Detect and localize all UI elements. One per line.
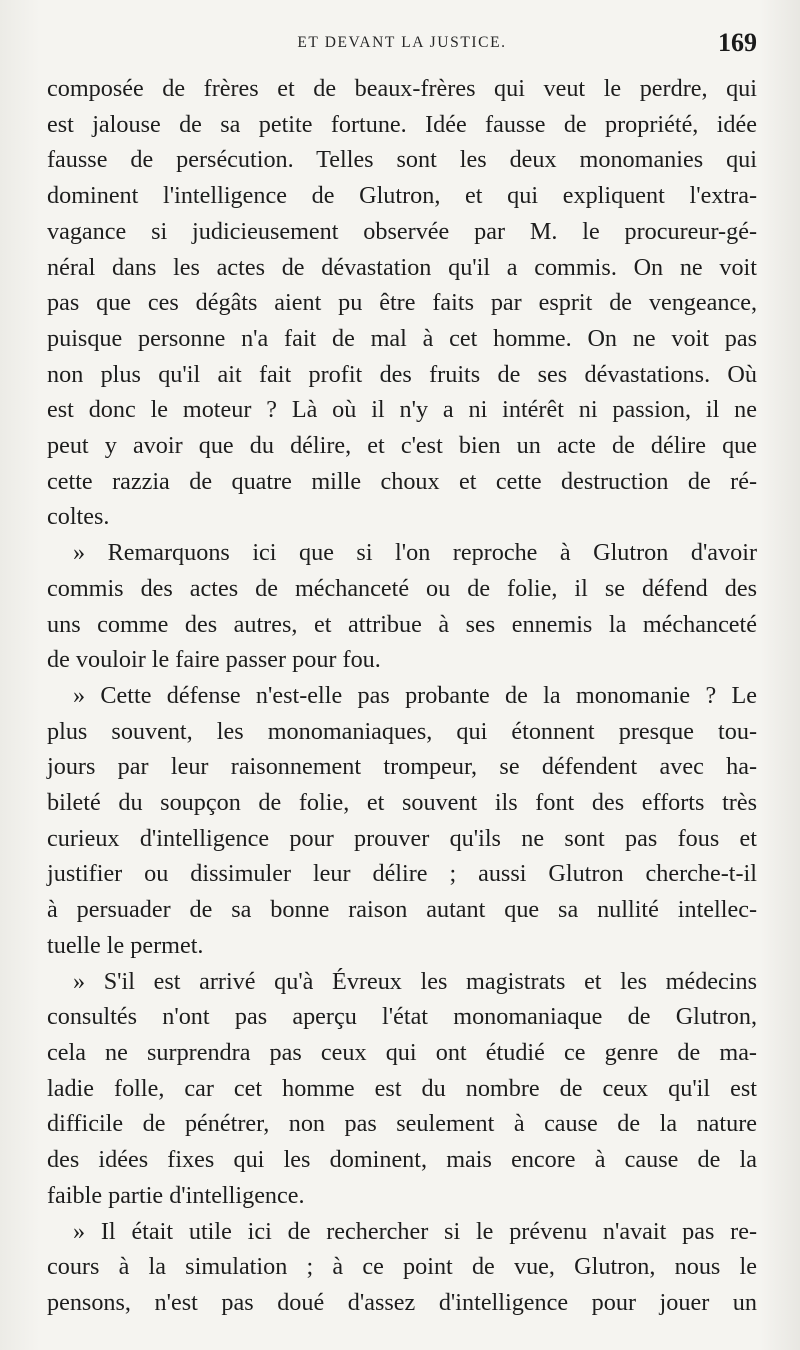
running-head bbox=[47, 22, 757, 62]
text-line: de vouloir le faire passer pour fou. bbox=[47, 646, 381, 674]
page-number: 169 bbox=[718, 28, 757, 57]
text-line: des idées fixes qui les dominent, mais encore à cause de la bbox=[47, 1146, 757, 1174]
text-line: faible partie d'intelligence. bbox=[47, 1181, 305, 1209]
text-line: cela ne surprendra pas ceux qui ont étudié ce genre de ma- bbox=[47, 1038, 757, 1066]
text-line: justifier ou dissimuler leur délire ; aussi Glutron cherche-t-il bbox=[47, 860, 757, 888]
text-line: néral dans les actes de dévastation qu'il a commis. On ne voit bbox=[47, 253, 757, 281]
paragraph bbox=[47, 678, 757, 964]
text-line: peut y avoir que du délire, et c'est bien un acte de délire que bbox=[47, 432, 757, 460]
text-line: cours à la simulation ; à ce point de vue, Glutron, nous le bbox=[47, 1253, 757, 1281]
text-line: jours par leur raisonnement trompeur, se défendent avec ha- bbox=[47, 753, 757, 781]
body-text bbox=[47, 71, 757, 1321]
text-line: pas que ces dégâts aient pu être faits par esprit de vengeance, bbox=[47, 289, 757, 317]
text-line: plus souvent, les monomaniaques, qui étonnent presque tou- bbox=[47, 717, 757, 745]
text-line: bileté du soupçon de folie, et souvent ils font des efforts très bbox=[47, 789, 757, 817]
text-line: difficile de pénétrer, non pas seulement à cause de la nature bbox=[47, 1110, 757, 1138]
text-line: » Remarquons ici que si l'on reproche à Glutron d'avoir bbox=[73, 539, 757, 567]
text-line: pensons, n'est pas doué d'assez d'intelligence pour jouer un bbox=[47, 1288, 757, 1316]
paragraph bbox=[47, 535, 757, 678]
text-line: cette razzia de quatre mille choux et cette destruction de ré- bbox=[47, 467, 757, 495]
text-line: ladie folle, car cet homme est du nombre de ceux qu'il est bbox=[47, 1074, 757, 1102]
text-line: commis des actes de méchanceté ou de folie, il se défend des bbox=[47, 574, 757, 602]
text-line: est jalouse de sa petite fortune. Idée fausse de propriété, idée bbox=[47, 110, 757, 138]
text-line: vagance si judicieusement observée par M. le procureur-gé- bbox=[47, 217, 757, 245]
text-line: coltes. bbox=[47, 503, 110, 531]
text-line: puisque personne n'a fait de mal à cet homme. On ne voit pas bbox=[47, 324, 757, 352]
text-line: est donc le moteur ? Là où il n'y a ni intérêt ni passion, il ne bbox=[47, 396, 757, 424]
text-line: consultés n'ont pas aperçu l'état monomaniaque de Glutron, bbox=[47, 1003, 757, 1031]
text-line: » Il était utile ici de rechercher si le prévenu n'avait pas re- bbox=[73, 1217, 757, 1245]
text-line: non plus qu'il ait fait profit des fruits de ses dévastations. Où bbox=[47, 360, 757, 388]
text-line: tuelle le permet. bbox=[47, 931, 204, 959]
text-line: à persuader de sa bonne raison autant que sa nullité intellec- bbox=[47, 896, 757, 924]
text-line: fausse de persécution. Telles sont les deux monomanies qui bbox=[47, 146, 757, 174]
paragraph bbox=[47, 1214, 757, 1321]
paragraph bbox=[47, 964, 757, 1214]
text-line: » Cette défense n'est-elle pas probante de la monomanie ? Le bbox=[73, 681, 757, 709]
text-line: uns comme des autres, et attribue à ses ennemis la méchanceté bbox=[47, 610, 757, 638]
paragraph bbox=[47, 71, 757, 535]
text-line: curieux d'intelligence pour prouver qu'ils ne sont pas fous et bbox=[47, 824, 757, 852]
text-line: composée de frères et de beaux-frères qui veut le perdre, qui bbox=[47, 75, 757, 102]
text-line: dominent l'intelligence de Glutron, et qui expliquent l'extra- bbox=[47, 182, 757, 210]
running-title: ET DEVANT LA JUSTICE. bbox=[297, 34, 507, 51]
text-line: » S'il est arrivé qu'à Évreux les magistrats et les médecins bbox=[73, 967, 757, 995]
